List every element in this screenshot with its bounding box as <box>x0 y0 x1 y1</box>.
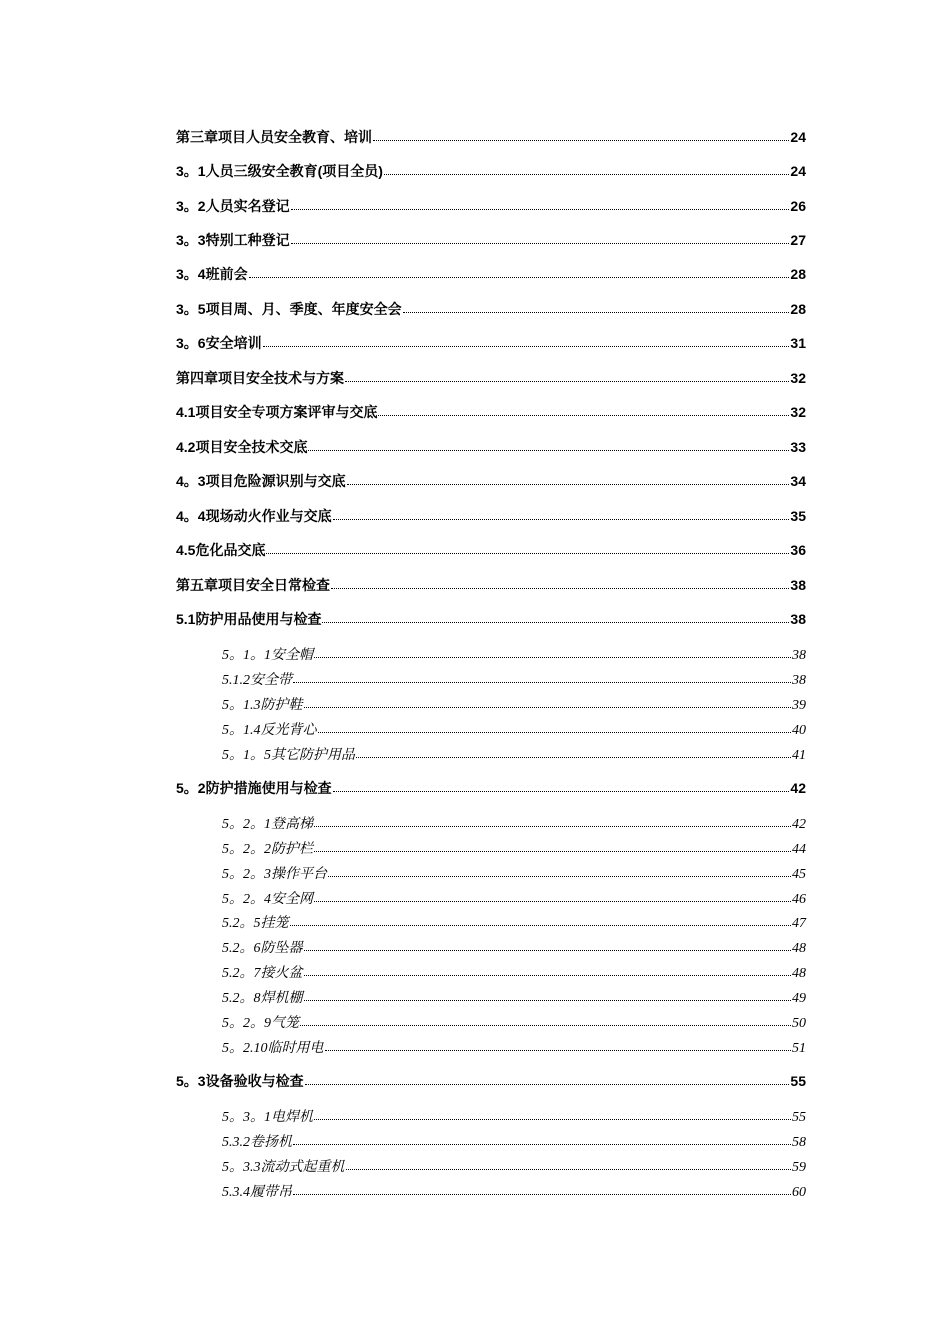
toc-entry-title: 5。2。9气笼 <box>222 1016 299 1031</box>
toc-entry-title: 5。1。5其它防护用品 <box>222 748 355 763</box>
toc-entry-page-number: 33 <box>790 439 806 455</box>
toc-entry-5-2[interactable] <box>176 778 806 798</box>
dot-leader <box>322 621 789 623</box>
toc-entry-5-2-9[interactable] <box>222 1012 806 1032</box>
toc-entry-title: 5。1.4反光背心 <box>222 723 317 738</box>
toc-entry-page-number: 42 <box>790 780 806 796</box>
toc-entry-title: 5.2。5挂笼 <box>222 916 289 931</box>
toc-entry-5-2-2[interactable] <box>222 838 806 858</box>
dot-leader <box>293 681 791 683</box>
toc-entry-page-number: 38 <box>792 673 806 688</box>
toc-entry-page-number: 58 <box>792 1135 806 1150</box>
toc-entry-title: 第五章项目安全日常检查 <box>176 577 330 593</box>
toc-entry-title: 4.1项目安全专项方案评审与交底 <box>176 404 378 420</box>
toc-entry-title: 3。1人员三级安全教育(项目全员) <box>176 163 383 179</box>
dot-leader <box>384 173 790 175</box>
dot-leader <box>314 656 791 658</box>
toc-entry-page-number: 38 <box>790 611 806 627</box>
toc-entry-page-number: 51 <box>792 1041 806 1056</box>
toc-entry-3-5[interactable] <box>176 299 806 319</box>
toc-entry-title: 5。2防护措施使用与检查 <box>176 780 332 796</box>
toc-entry-title: 5。1.3防护鞋 <box>222 698 303 713</box>
dot-leader <box>291 242 790 244</box>
toc-entry-page-number: 48 <box>792 941 806 956</box>
toc-entry-page-number: 45 <box>792 867 806 882</box>
toc-entry-title: 5。3.3流动式起重机 <box>222 1160 345 1175</box>
dot-leader <box>300 1024 791 1026</box>
toc-entry-5-3-1[interactable] <box>222 1106 806 1126</box>
toc-entry-page-number: 55 <box>792 1110 806 1125</box>
toc-entry-5-2-8[interactable] <box>222 987 806 1007</box>
dot-leader <box>314 900 791 902</box>
toc-entry-page-number: 28 <box>790 301 806 317</box>
toc-entry-page-number: 38 <box>792 648 806 663</box>
toc-entry-4-5[interactable] <box>176 540 806 560</box>
toc-entry-5-1-2[interactable] <box>222 669 806 689</box>
toc-entry-title: 5。1。1安全帽 <box>222 648 313 663</box>
toc-entry-page-number: 60 <box>792 1185 806 1200</box>
toc-entry-page-number: 47 <box>792 916 806 931</box>
toc-entry-page-number: 41 <box>792 748 806 763</box>
toc-entry-page-number: 39 <box>792 698 806 713</box>
toc-entry-page-number: 49 <box>792 991 806 1006</box>
dot-leader <box>293 1143 791 1145</box>
toc-entry-title: 4.2项目安全技术交底 <box>176 439 308 455</box>
dot-leader <box>347 483 790 485</box>
toc-entry-title: 4。3项目危险源识别与交底 <box>176 473 346 489</box>
toc-entry-page-number: 44 <box>792 842 806 857</box>
toc-entry-page-number: 24 <box>790 129 806 145</box>
toc-entry-page-number: 46 <box>792 892 806 907</box>
toc-entry-5-3-2[interactable] <box>222 1131 806 1151</box>
dot-leader <box>304 949 792 951</box>
toc-entry-title: 5。2。2防护栏 <box>222 842 313 857</box>
toc-entry-5-3-3[interactable] <box>222 1156 806 1176</box>
toc-entry-5-1-4[interactable] <box>222 719 806 739</box>
dot-leader <box>325 1049 792 1051</box>
dot-leader <box>305 1083 790 1085</box>
toc-entry-page-number: 38 <box>790 577 806 593</box>
toc-entry-page-number: 55 <box>790 1073 806 1089</box>
toc-entry-title: 3。5项目周、月、季度、年度安全会 <box>176 301 402 317</box>
toc-entry-4-4[interactable] <box>176 506 806 526</box>
toc-entry-5-2-10[interactable] <box>222 1037 806 1057</box>
toc-entry-5-2-3[interactable] <box>222 863 806 883</box>
dot-leader <box>304 974 792 976</box>
toc-entry-5-1[interactable] <box>176 609 806 629</box>
toc-entry-page-number: 40 <box>792 723 806 738</box>
dot-leader <box>290 924 792 926</box>
toc-entry-page-number: 26 <box>790 198 806 214</box>
toc-entry-3-1[interactable] <box>176 161 806 181</box>
toc-entry-title: 4.5危化品交底 <box>176 542 266 558</box>
toc-entry-title: 3。6安全培训 <box>176 335 262 351</box>
toc-entry-title: 5.2。6防坠器 <box>222 941 303 956</box>
toc-entry-title: 5。2。3操作平台 <box>222 867 327 882</box>
toc-entry-title: 3。4班前会 <box>176 266 248 282</box>
toc-entry-title: 5.1.2安全带 <box>222 673 292 688</box>
toc-entry-page-number: 27 <box>790 232 806 248</box>
toc-entry-title: 5。3。1电焊机 <box>222 1110 313 1125</box>
toc-entry-5-2-4[interactable] <box>222 888 806 908</box>
toc-entry-page-number: 35 <box>790 508 806 524</box>
toc-entry-page-number: 48 <box>792 966 806 981</box>
toc-entry-title: 第三章项目人员安全教育、培训 <box>176 129 372 145</box>
toc-entry-4-3[interactable] <box>176 471 806 491</box>
dot-leader <box>356 756 791 758</box>
dot-leader <box>403 311 790 313</box>
toc-entry-4-1[interactable] <box>176 402 806 422</box>
dot-leader <box>249 276 790 278</box>
dot-leader <box>304 706 792 708</box>
dot-leader <box>373 139 789 141</box>
toc-entry-title: 4。4现场动火作业与交底 <box>176 508 332 524</box>
toc-entry-5-2-7[interactable] <box>222 962 806 982</box>
toc-entry-3-6[interactable] <box>176 333 806 353</box>
toc-entry-title: 5.3.2卷扬机 <box>222 1135 292 1150</box>
dot-leader <box>346 1168 792 1170</box>
toc-entry-title: 5。3设备验收与检查 <box>176 1073 304 1089</box>
toc-entry-page-number: 32 <box>790 370 806 386</box>
toc-entry-chapter-4[interactable] <box>176 368 806 388</box>
toc-entry-title: 5.3.4履带吊 <box>222 1185 292 1200</box>
toc-entry-title: 5。2。1登高梯 <box>222 817 313 832</box>
dot-leader <box>291 208 790 210</box>
dot-leader <box>314 825 791 827</box>
toc-entry-title: 5。2。4安全网 <box>222 892 313 907</box>
toc-entry-page-number: 28 <box>790 266 806 282</box>
toc-entry-3-2[interactable] <box>176 196 806 216</box>
dot-leader <box>304 999 792 1001</box>
dot-leader <box>263 345 790 347</box>
dot-leader <box>333 790 790 792</box>
toc-entry-title: 5.1防护用品使用与检查 <box>176 611 322 627</box>
dot-leader <box>328 875 791 877</box>
dot-leader <box>293 1193 791 1195</box>
toc-entry-5-1-3[interactable] <box>222 694 806 714</box>
dot-leader <box>378 414 789 416</box>
toc-entry-title: 5.2。8焊机棚 <box>222 991 303 1006</box>
toc-entry-title: 5.2。7接火盆 <box>222 966 303 981</box>
toc-entry-page-number: 24 <box>790 163 806 179</box>
toc-entry-4-2[interactable] <box>176 437 806 457</box>
toc-entry-title: 3。3特别工种登记 <box>176 232 290 248</box>
toc-entry-3-3[interactable] <box>176 230 806 250</box>
toc-entry-3-4[interactable] <box>176 264 806 284</box>
toc-entry-page-number: 50 <box>792 1016 806 1031</box>
toc-entry-5-1-5[interactable] <box>222 744 806 764</box>
toc-entry-chapter-3[interactable] <box>176 127 806 147</box>
dot-leader <box>318 731 792 733</box>
toc-entry-page-number: 31 <box>790 335 806 351</box>
dot-leader <box>314 850 791 852</box>
toc-entry-title: 第四章项目安全技术与方案 <box>176 370 344 386</box>
dot-leader <box>331 587 789 589</box>
toc-entry-page-number: 59 <box>792 1160 806 1175</box>
toc-entry-page-number: 42 <box>792 817 806 832</box>
toc-entry-chapter-5[interactable] <box>176 575 806 595</box>
toc-entry-5-3-4[interactable] <box>222 1181 806 1201</box>
toc-entry-5-2-5[interactable] <box>222 912 806 932</box>
dot-leader <box>345 380 789 382</box>
toc-entry-title: 3。2人员实名登记 <box>176 198 290 214</box>
dot-leader <box>266 552 789 554</box>
dot-leader <box>308 449 789 451</box>
toc-entry-page-number: 36 <box>790 542 806 558</box>
toc-entry-page-number: 34 <box>790 473 806 489</box>
dot-leader <box>314 1118 791 1120</box>
toc-entry-5-3[interactable] <box>176 1071 806 1091</box>
toc-entry-page-number: 32 <box>790 404 806 420</box>
toc-entry-5-1-1[interactable] <box>222 644 806 664</box>
toc-entry-5-2-1[interactable] <box>222 813 806 833</box>
toc-entry-5-2-6[interactable] <box>222 937 806 957</box>
toc-entry-title: 5。2.10临时用电 <box>222 1041 324 1056</box>
dot-leader <box>333 518 790 520</box>
